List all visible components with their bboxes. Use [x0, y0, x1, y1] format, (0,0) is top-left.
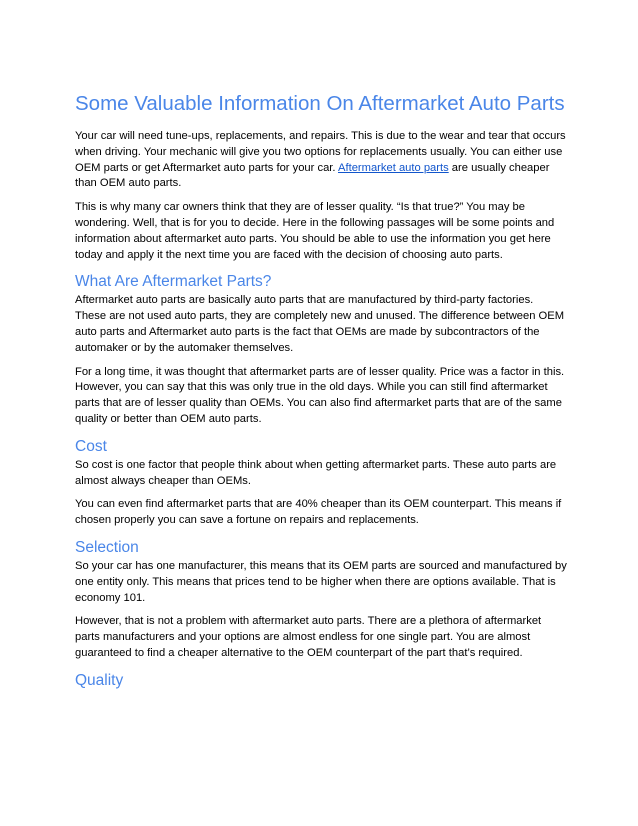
section-heading: Cost: [75, 437, 107, 455]
section-cost: [75, 437, 567, 529]
section-paragraph: So cost is one factor that people think about when getting aftermarket parts. These auto parts are almost always cheaper than OEMs.: [75, 458, 557, 487]
section-quality: [75, 671, 567, 690]
section-heading: What Are Aftermarket Parts?: [75, 273, 272, 291]
document-page: [75, 92, 567, 692]
section-paragraph: For a long time, it was thought that aftermarket parts are of lesser quality. Price was a factor in this. However, you can say that this was only true in the old days. While you can still find aftermarket parts that are of lesser quality than OEMs. You can also find aftermarket parts that are of the same quality or better than OEM auto parts.: [75, 365, 565, 425]
document-title: Some Valuable Information On Aftermarket Auto Parts: [75, 92, 565, 115]
intro-text-before-link: Your car will need tune-ups, replacements, and repairs. This is due to the wear and tear that occurs when driving. Your mechanic will give you two options for replacements usually. You can either use OEM parts or get Aftermarket auto parts for your car.: [75, 130, 566, 174]
section-paragraph: So your car has one manufacturer, this means that its OEM parts are sourced and manufactured by one entity only. This means that prices tend to be higher when there are options available. That is economy 101.: [75, 559, 567, 604]
section-paragraph: Aftermarket auto parts are basically auto parts that are manufactured by third-party factories. These are not used auto parts, they are completely new and unused. The difference between OEM auto parts and Aftermarket auto parts is the fact that OEMs are made by subcontractors of the automaker or by the automaker themselves.: [75, 294, 565, 354]
section-selection: [75, 538, 567, 662]
aftermarket-auto-parts-link[interactable]: Aftermarket auto parts: [338, 161, 449, 174]
section-paragraph: You can even find aftermarket parts that are 40% cheaper than its OEM counterpart. This means if chosen properly you can save a fortune on repairs and replacements.: [75, 498, 562, 527]
intro-text-after-link: are usually cheaper than OEM auto parts.: [75, 161, 550, 190]
intro-paragraph-2: This is why many car owners think that they are of lesser quality. “Is that true?” You may be wondering. Well, that is for you to decide. Here in the following passages will be some points and information about aftermarket auto parts. You should be able to use the information you get here today and apply it the next time you are faced with the decision of choosing auto parts.: [75, 201, 555, 261]
section-what-are-aftermarket-parts: [75, 272, 567, 427]
section-heading: Selection: [75, 538, 139, 556]
section-heading: Quality: [75, 671, 124, 689]
section-paragraph: However, that is not a problem with aftermarket auto parts. There are a plethora of aftermarket parts manufacturers and your options are almost endless for one single part. You are almost guaranteed to find a cheaper alternative to the OEM counterpart of the part that’s required.: [75, 615, 542, 659]
intro-paragraph-1: [75, 129, 567, 192]
